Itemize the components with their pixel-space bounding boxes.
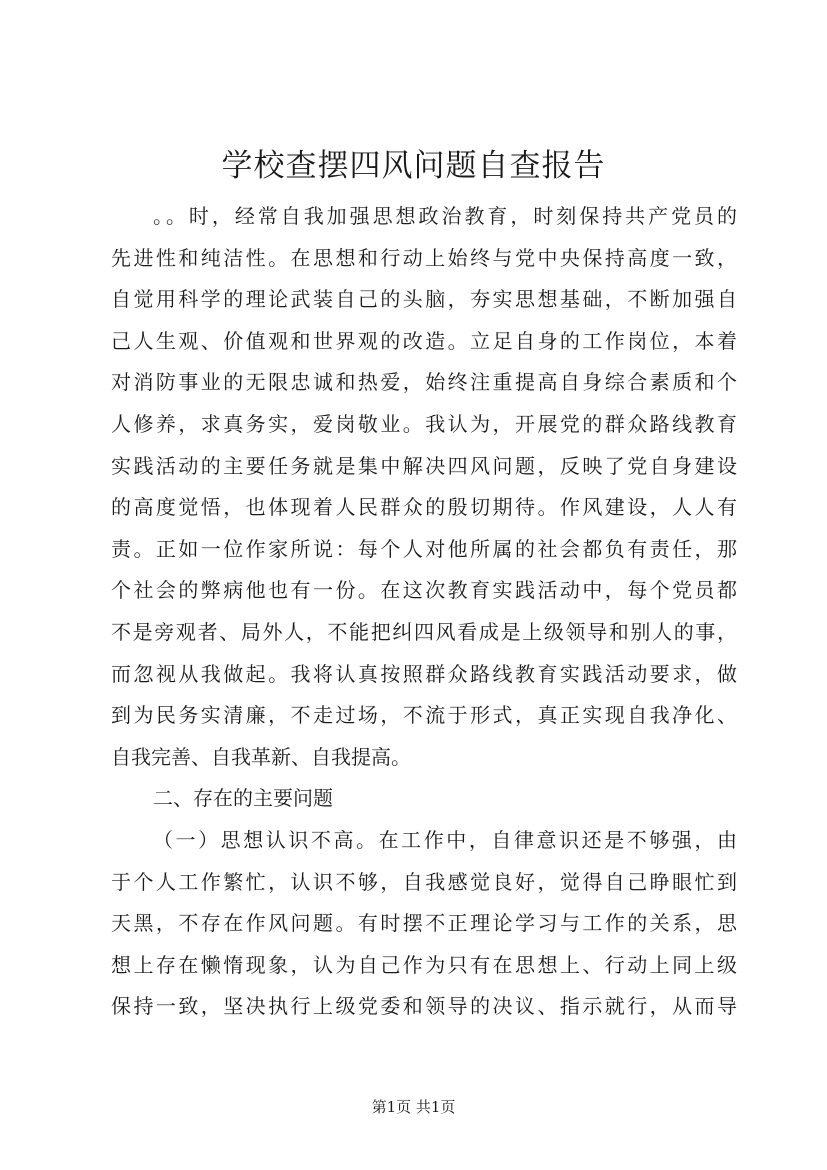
body-line: 于个人工作繁忙，认识不够，自我感觉良好，觉得自己睁眼忙到 <box>111 869 737 894</box>
body-line: 而忽视从我做起。我将认真按照群众路线教育实践活动要求，做 <box>111 661 737 686</box>
body-line: 己人生观、价值观和世界观的改造。立足自身的工作岗位，本着 <box>111 328 737 353</box>
body-line: 个社会的弊病他也有一份。在这次教育实践活动中，每个党员都 <box>111 578 737 603</box>
body-line: 自我完善、自我革新、自我提高。 <box>111 744 411 769</box>
body-line: 不是旁观者、局外人，不能把纠四风看成是上级领导和别人的事， <box>111 619 737 644</box>
body-line: 实践活动的主要任务就是集中解决四风问题，反映了党自身建设 <box>111 453 737 478</box>
body-line: 对消防事业的无限忠诚和热爱，始终注重提高自身综合素质和个 <box>111 370 737 395</box>
body-line: 想上存在懒惰现象，认为自己作为只有在思想上、行动上同上级 <box>111 952 737 977</box>
body-line: （一）思想认识不高。在工作中，自律意识还是不够强，由 <box>153 827 737 852</box>
body-line: 保持一致，坚决执行上级党委和领导的决议、指示就行，从而导 <box>111 994 737 1019</box>
document-title: 学校查摆四风问题自查报告 <box>221 148 606 184</box>
body-line: 。。时，经常自我加强思想政治教育，时刻保持共产党员的 <box>153 204 737 228</box>
section-heading: 二、存在的主要问题 <box>153 786 333 811</box>
body-line: 先进性和纯洁性。在思想和行动上始终与党中央保持高度一致， <box>111 245 737 270</box>
document-body <box>111 196 737 1028</box>
body-line: 的高度觉悟，也体现着人民群众的殷切期待。作风建设，人人有 <box>111 495 737 520</box>
body-line: 天黑，不存在作风问题。有时摆不正理论学习与工作的关系，思 <box>111 911 737 936</box>
body-line: 责。正如一位作家所说：每个人对他所属的社会都负有责任，那 <box>111 536 737 561</box>
body-line: 到为民务实清廉，不走过场，不流于形式，真正实现自我净化、 <box>111 703 737 728</box>
page-number-footer: 第1页 共1页 <box>371 1098 456 1116</box>
body-line: 自觉用科学的理论武装自己的头脑，夯实思想基础，不断加强自 <box>111 287 737 312</box>
body-line: 人修养，求真务实，爱岗敬业。我认为，开展党的群众路线教育 <box>111 411 737 436</box>
